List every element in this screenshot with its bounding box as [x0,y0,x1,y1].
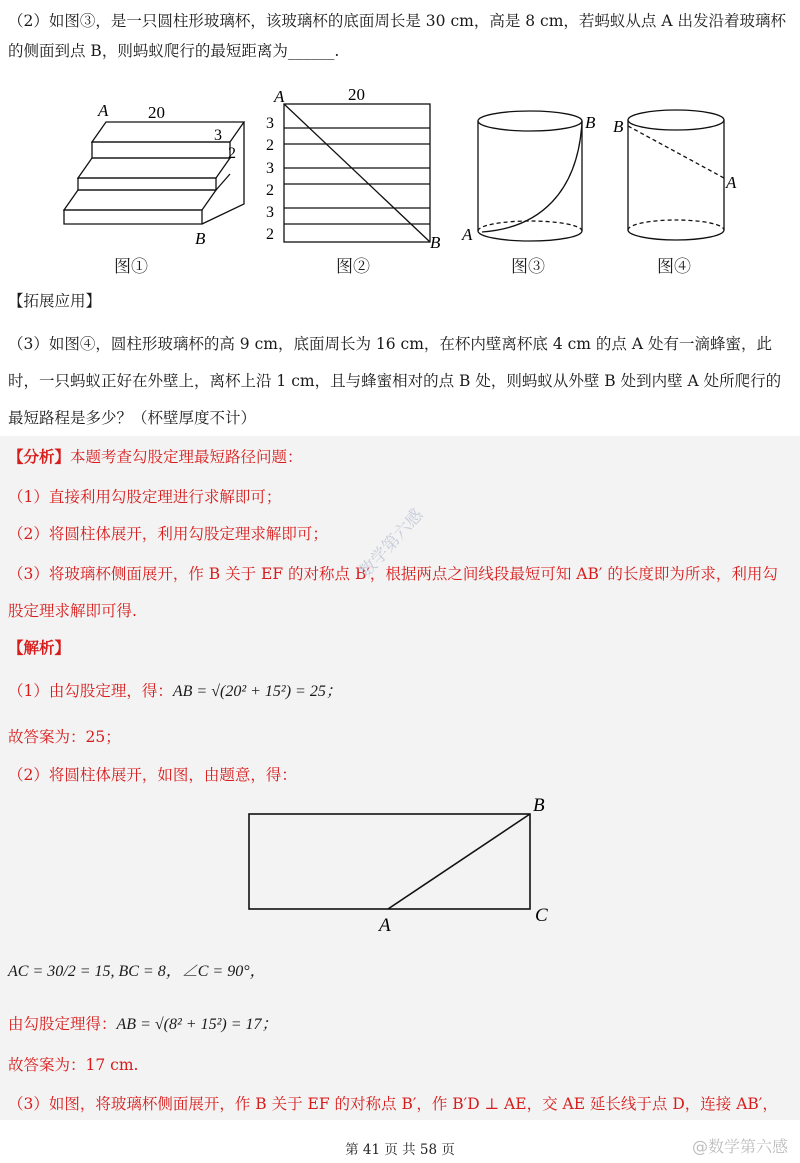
fig2-caption: 图② [336,257,370,277]
fig1-caption: 图① [114,257,148,277]
solution-2-line [8,1009,792,1040]
fig2-top-length: 20 [348,85,365,104]
fig2-side-number: 2 [266,182,274,199]
rect-label-b: B [533,795,545,816]
fig3-label-a: A [462,225,473,244]
solution-2-rectangle [0,790,800,940]
fig3-label-b: B [585,113,596,132]
fig2-side-number: 3 [266,204,274,221]
solution-2-answer: 故答案为：17 cm. [8,1056,139,1074]
fig2-unfolded [284,104,430,242]
analysis-item-2: （2）将圆柱体展开，利用勾股定理求解即可； [8,525,328,543]
solution-1-prefix: （1）由勾股定理，得： [8,682,173,700]
corner-watermark: @数学第六感 [691,1137,788,1156]
fig4-cylinder [628,110,724,240]
analysis-intro: 本题考查勾股定理最短路径问题： [70,448,303,466]
page-footer: 第 41 页 共 58 页 [345,1142,455,1158]
solution-2-intro: （2）将圆柱体展开，如图，由题意，得： [8,766,297,784]
fig2-side-number: 3 [266,160,274,177]
question-2-text: （2）如图③，是一只圆柱形玻璃杯，该玻璃杯的底面周长是 30 cm，高是 8 cm，若蚂蚁从点 A 出发沿着玻璃杯的侧面到点 B，则蚂蚁爬行的最短距离为______. [8,12,786,60]
fig1-label-a: A [98,101,109,120]
analysis-line [8,442,792,472]
rect-label-a: A [379,915,391,936]
solution-tag: 【解析】 [8,638,71,657]
fig1-top-length: 20 [148,103,165,122]
fig3-caption: 图③ [511,257,545,277]
solution-1-answer: 故答案为：25； [8,728,121,746]
fig2-label-a: A [274,87,285,106]
fig2-label-b: B [430,233,441,252]
analysis-item-1: （1）直接利用勾股定理进行求解即可； [8,488,282,506]
question-3-text: （3）如图④，圆柱形玻璃杯的高 9 cm，底面周长为 16 cm，在杯内壁离杯底 4 cm 的点 A 处有一滴蜂蜜，此时，一只蚂蚁正好在外壁上，离杯上沿 1 cm，且与蜂蜜相对的点 B 处，则蚂蚁从外壁 B 处到内壁 A 处所爬行的最短路程是多少？（杯壁厚度不计） [8,335,782,427]
solution-1-formula: AB = √(20² + 15²) = 25； [172,683,342,700]
solution-2-formula-2: AB = √(8² + 15²) = 17； [116,1016,278,1033]
extension-heading: 【拓展应用】 [8,292,102,310]
fig2-side-number: 3 [266,115,274,132]
solution-2-prefix: 由勾股定理得： [8,1015,117,1033]
solution-3-text: （3）如图，将玻璃杯侧面展开，作 B 关于 EF 的对称点 B′，作 B′D ⊥ AE，交 AE 延长线于点 D，连接 AB′， [8,1095,778,1113]
solution-2-formula-1: AC = 30/2 = 15, BC = 8，∠C = 90°， [8,963,266,980]
fig4-label-a: A [726,173,737,192]
fig3-cylinder [478,111,582,241]
fig2-side-number: 2 [266,137,274,154]
fig4-label-b: B [613,117,624,136]
analysis-item-3: （3）将玻璃杯侧面展开，作 B 关于 EF 的对称点 B′，根据两点之间线段最短可知 AB′ 的长度即为所求，利用勾股定理求解即可得. [8,565,778,620]
fig1-label-b: B [195,229,206,248]
fig4-caption: 图④ [657,257,691,277]
fig1-step-height: 3 [214,127,222,144]
analysis-tag: 【分析】 [8,447,71,466]
rect-label-c: C [535,905,548,926]
fig2-side-number: 2 [266,226,274,243]
diagonal-watermark: 数学第六感 [355,505,428,582]
fig1-step-width: 2 [228,145,236,162]
solution-1-line [8,676,792,707]
